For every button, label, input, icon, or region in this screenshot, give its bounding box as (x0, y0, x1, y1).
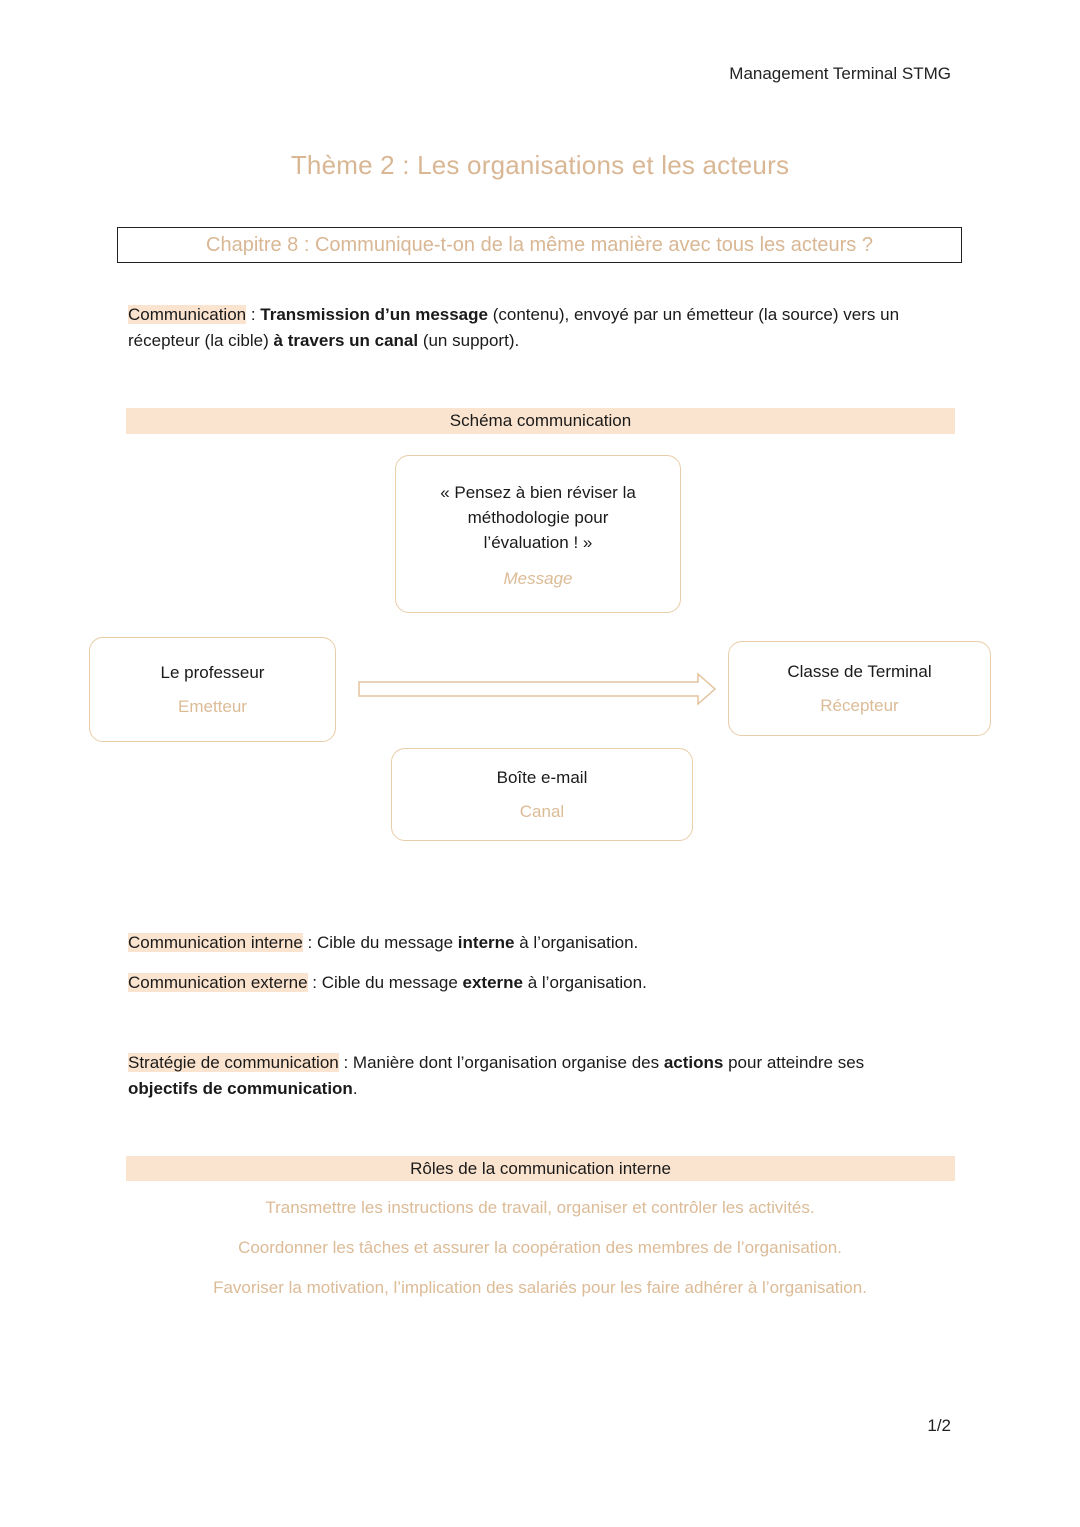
definition-strategie (128, 1050, 958, 1102)
role-item: Favoriser la motivation, l’implication des salariés pour les faire adhérer à l’organisation. (213, 1278, 867, 1297)
separator: : (338, 1053, 353, 1072)
message-box (395, 455, 681, 613)
header-course-label: Management Terminal STMG (729, 64, 951, 83)
channel-box (391, 748, 693, 841)
message-text: « Pensez à bien réviser la méthodologie pour l’évaluation ! » (440, 482, 636, 552)
role-item: Coordonner les tâches et assurer la coopération des membres de l’organisation. (238, 1238, 842, 1257)
definition-interne (128, 930, 958, 956)
emitter-box (89, 637, 336, 742)
bold-actions: actions (663, 1053, 724, 1072)
term-strategie: Stratégie de communication (128, 1053, 339, 1072)
bold-objectifs: objectifs de communication (128, 1079, 353, 1098)
definition-text: (un support). (418, 331, 520, 350)
term-communication-externe: Communication externe (128, 973, 308, 992)
chapter-title: Chapitre 8 : Communique-t-on de la même manière avec tous les acteurs ? (206, 233, 873, 256)
channel-role-label: Canal (519, 801, 565, 821)
term-communication-interne: Communication interne (128, 933, 303, 952)
definition-text: à l’organisation. (514, 933, 639, 952)
separator: : (246, 305, 261, 324)
schema-title: Schéma communication (449, 411, 632, 430)
page-number: 1/2 (927, 1416, 951, 1435)
receiver-role-label: Récepteur (820, 695, 899, 715)
bold-interne: interne (457, 933, 515, 952)
bold-canal: à travers un canal (273, 331, 419, 350)
definition-text: . (352, 1079, 358, 1098)
definition-text: Manière dont l’organisation organise des (352, 1053, 664, 1072)
message-role-label: Message (503, 568, 573, 588)
definition-text: à l’organisation. (523, 973, 647, 992)
schema-title-band (126, 408, 955, 434)
channel-text: Boîte e-mail (496, 767, 588, 787)
receiver-text: Classe de Terminal (787, 661, 932, 681)
chapter-title-box (117, 227, 962, 263)
emitter-role-label: Emetteur (178, 696, 247, 716)
separator: : (307, 973, 322, 992)
bold-externe: externe (462, 973, 523, 992)
definition-externe (128, 970, 958, 996)
definition-text: Cible du message (316, 933, 458, 952)
definition-communication (128, 302, 958, 354)
definition-text: (contenu), envoyé par un émetteur (la source) vers un récepteur (la cible) (128, 305, 900, 350)
bold-transmission: Transmission d’un message (260, 305, 488, 324)
roles-title-band (126, 1156, 955, 1181)
roles-title: Rôles de la communication interne (410, 1158, 671, 1178)
receiver-box (728, 641, 991, 736)
role-item: Transmettre les instructions de travail, organiser et contrôler les activités. (265, 1198, 815, 1217)
definition-text: Cible du message (321, 973, 463, 992)
term-communication: Communication (128, 305, 247, 324)
definition-text: pour atteindre ses (723, 1053, 865, 1072)
emitter-text: Le professeur (160, 662, 265, 682)
theme-title: Thème 2 : Les organisations et les acteurs (290, 150, 790, 180)
separator: : (302, 933, 317, 952)
arrow-right-icon (356, 672, 718, 706)
